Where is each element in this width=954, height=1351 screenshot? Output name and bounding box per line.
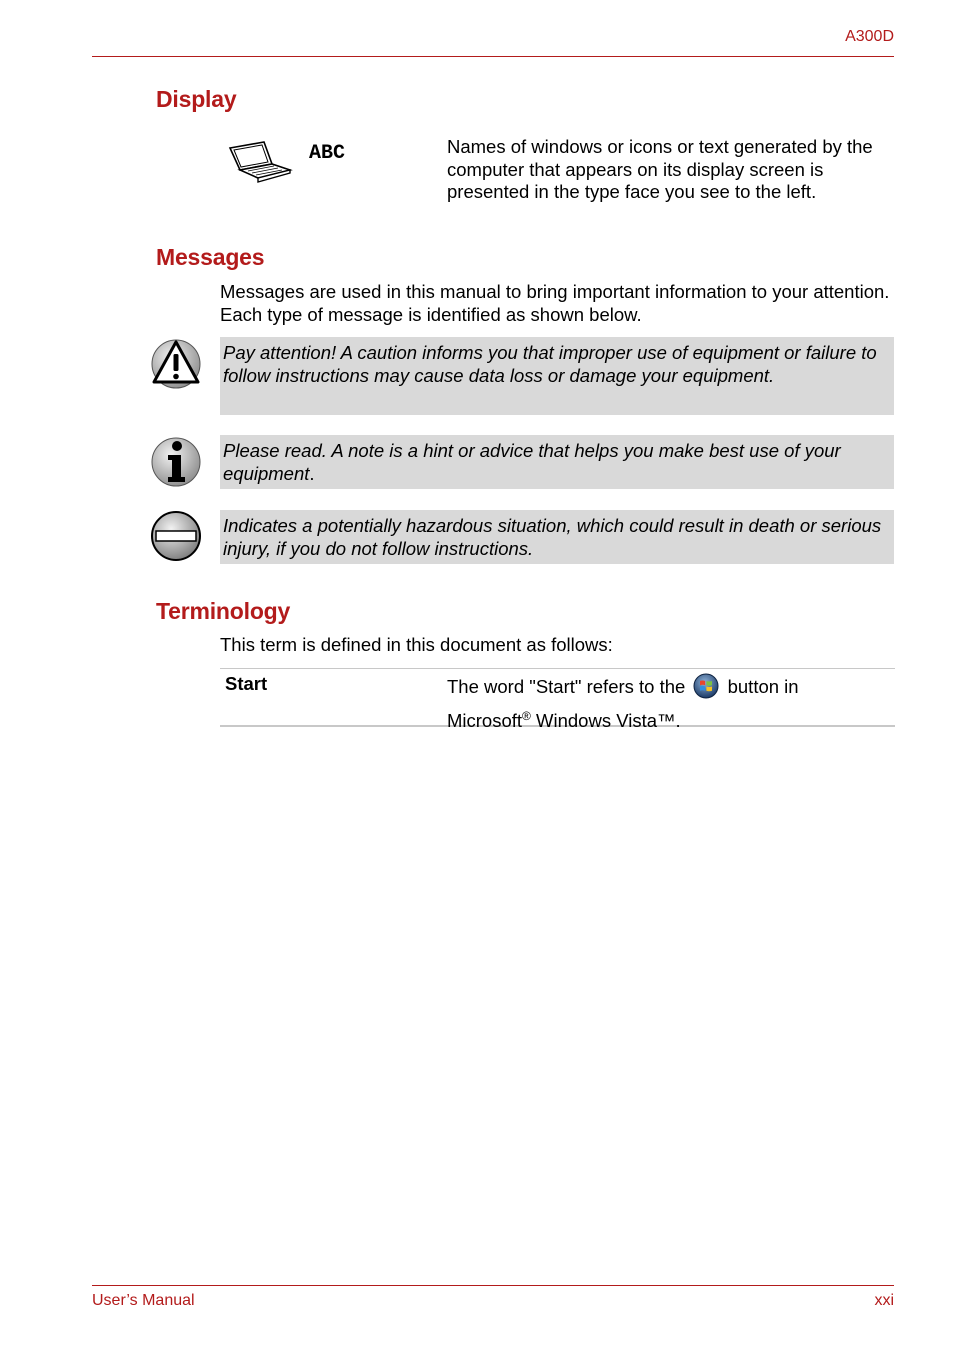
registered-mark: ® [522,708,531,723]
note-message-period: . [309,463,315,484]
note-message [220,435,894,489]
display-description: Names of windows or icons or text generated by the computer that appears on its display screen is presented in the type face you see to the left. [447,136,873,202]
laptop-icon [228,140,294,189]
display-heading: Display [156,86,237,112]
messages-heading: Messages [156,244,265,270]
messages-intro: Messages are used in this manual to bring important information to your attention. Each type of message is identified as shown below. [220,281,890,325]
definition-text-4: Windows Vista™. [530,709,681,731]
footer-rule [92,1285,894,1286]
header-model: A300D [845,28,894,45]
terminology-table [220,668,895,731]
caution-icon [150,338,202,395]
warning-message: Indicates a potentially hazardous situation, which could result in death or serious injury, if you do not follow instructions. [220,510,894,564]
terminology-intro: This term is defined in this document as follows: [220,634,613,655]
caution-message: Pay attention! A caution informs you that improper use of equipment or failure to follow instructions may cause data loss or damage your equipment. [220,337,894,415]
footer-page-number: xxi [874,1292,894,1309]
windows-start-icon [693,673,719,705]
definition-text-3: Microsoft [447,709,523,731]
note-icon [150,436,202,493]
warning-icon [150,510,202,567]
note-message-text: Please read. A note is a hint or advice that helps you make best use of your equipment [223,440,841,484]
header-rule [92,56,894,57]
term-start: Start [225,673,268,694]
definition-text-1: The word "Start" refers to the [447,676,686,697]
display-sample-text: ABC [309,142,346,165]
term-start-definition [447,673,892,732]
definition-text-2: button in [727,676,799,697]
terminology-heading: Terminology [156,598,291,624]
footer-manual-title: User’s Manual [92,1292,195,1309]
